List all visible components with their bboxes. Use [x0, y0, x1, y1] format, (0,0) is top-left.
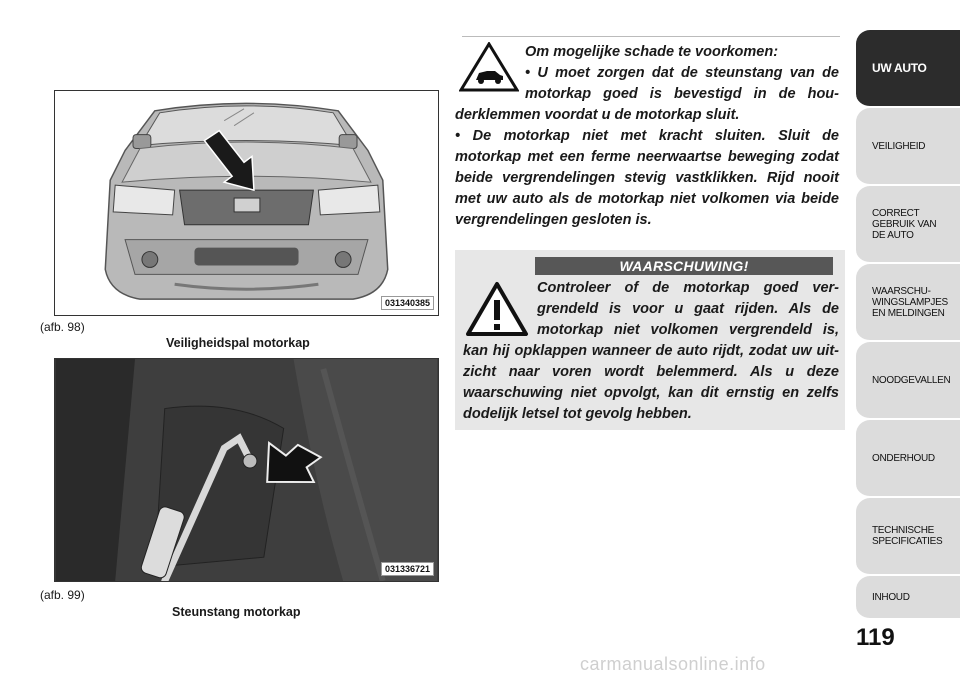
car-warning-triangle-icon — [459, 42, 519, 92]
tab-onderhoud[interactable]: ONDERHOUD — [856, 420, 960, 498]
tab-veiligheid[interactable]: VEILIGHEID — [856, 108, 960, 186]
exclamation-triangle-icon — [465, 280, 529, 338]
figure-hood-prop-rod — [54, 358, 439, 582]
car-front-illustration — [55, 91, 438, 315]
image-code: 031336721 — [381, 562, 434, 576]
warning-title: WAARSCHUWING! — [535, 257, 833, 275]
figure-number: (afb. 99) — [40, 588, 85, 602]
caution-block — [455, 42, 839, 231]
tab-inhoud[interactable]: INHOUD — [856, 576, 960, 620]
image-code: 031340385 — [381, 296, 434, 310]
tab-waarschuwingslampjes[interactable]: WAARSCHU- WINGSLAMPJES EN MELDINGEN — [856, 264, 960, 342]
figure-hood-safety-catch — [54, 90, 439, 316]
figure-number: (afb. 98) — [40, 320, 85, 334]
warning-box — [455, 250, 845, 430]
prop-rod-illustration — [55, 359, 438, 581]
tab-uw-auto[interactable]: UW AUTO — [856, 30, 960, 108]
figure-caption: Veiligheidspal motorkap — [166, 336, 310, 350]
caution-bullet: • U moet zorgen dat de steunstang van de motorkap goed is bevestigd in de hou-derklemmen voordat u de motorkap sluit. — [455, 65, 839, 123]
caution-bullet: • De motorkap niet met kracht sluiten. Sluit de motorkap met een ferme neerwaartse beweging zodat beide vergrendelingen stevig vastklikken. Rijd nooit met uw auto als de motorkap niet volkomen via beide vergrendelingen gesloten is. — [455, 128, 839, 228]
figure-caption: Steunstang motorkap — [172, 605, 301, 619]
divider — [462, 36, 840, 37]
tab-correct-gebruik[interactable]: CORRECT GEBRUIK VAN DE AUTO — [856, 186, 960, 264]
watermark: carmanualsonline.info — [580, 654, 766, 674]
warning-text: Controleer of de motorkap goed ver-grendeld is voor u gaat rijden. Als de motorkap niet volkomen vergrendeld is, kan hij opklappen wanneer de auto rijdt, zodat uw uit-zicht naar voren wordt belemmerd. Als u deze waarschuwing niet opvolgt, kan dit ernstig en zelfs dodelijk letsel tot gevolg hebben. — [463, 280, 839, 422]
chapter-tabs — [856, 0, 960, 640]
tab-noodgevallen[interactable]: NOODGEVALLEN — [856, 342, 960, 420]
tab-technische-specificaties[interactable]: TECHNISCHE SPECIFICATIES — [856, 498, 960, 576]
page-number: 119 — [856, 624, 895, 651]
caution-title: Om mogelijke schade te voorkomen: — [525, 44, 779, 60]
